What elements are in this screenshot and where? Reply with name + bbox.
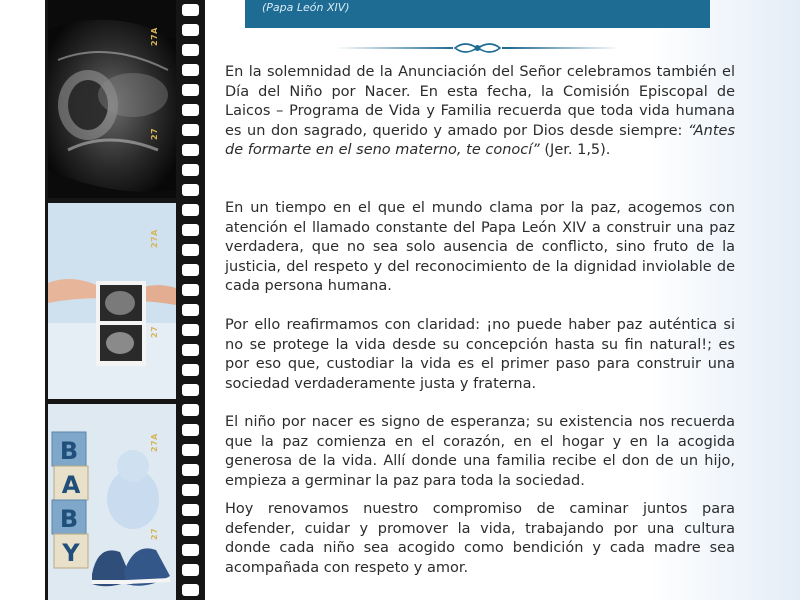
film-edge-code: 27A [150, 27, 159, 46]
quote-banner [245, 0, 710, 28]
paragraph-5: Hoy renovamos nuestro compromiso de caminar juntos para defender, cuidar y promover la vida, trabajando por una cultura donde cada niño sea acogido como bendición y cada madre sea acompañada con respeto y amor. [225, 501, 735, 576]
block-letter: Y [62, 539, 80, 567]
film-edge-code: 27A [150, 229, 159, 248]
quote-source: (Papa León XIV) [262, 1, 350, 14]
film-edge-code: 27 [150, 527, 159, 540]
bible-quote: “Antes de formarte en el seno materno, te conocí” [225, 122, 735, 158]
block-letter: B [59, 505, 79, 533]
paragraph-3: Por ello reafirmamos con claridad: ¡no puede haber paz auténtica si no se protege la vida desde su concepción hasta su fin natural!; es por eso que, custodiar la vida es el primer paso para construir una sociedad verdaderamente justa y fraterna. [225, 317, 735, 392]
ornamental-divider [335, 40, 620, 56]
block-letter: B [59, 437, 79, 465]
paragraph-1 [225, 63, 735, 161]
bible-reference: (Jer. 1,5). [539, 142, 611, 158]
paragraph-4: El niño por nacer es signo de esperanza; su existencia nos recuerda que la paz comienza en el corazón, en el hogar y en la acogida generosa de la vida. Allí donde una familia recibe el don de un hijo, empieza a germinar la paz para toda la sociedad. [225, 414, 735, 489]
film-edge-code: 27 [150, 127, 159, 140]
paragraph-1-text: En la solemnidad de la Anunciación del Señor celebramos también el Día del Niño por Nacer. En esta fecha, la Comisión Episcopal de Laicos – Programa de Vida y Familia recuerda que toda vida humana es un don sagrado, querido y amado por Dios desde siempre: [225, 64, 735, 139]
film-strip [45, 0, 205, 600]
film-sprocket-holes [179, 0, 203, 600]
paragraph-2: En un tiempo en el que el mundo clama por la paz, acogemos con atención el llamado constante del Papa León XIV a construir una paz verdadera, que no sea solo ausencia de conflicto, sino fruto de la justicia, del respeto y del reconocimiento de la dignidad inviolable de cada persona humana. [225, 200, 735, 294]
film-edge-code: 27 [150, 325, 159, 338]
film-edge-code: 27A [150, 433, 159, 452]
block-letter: A [61, 471, 81, 499]
